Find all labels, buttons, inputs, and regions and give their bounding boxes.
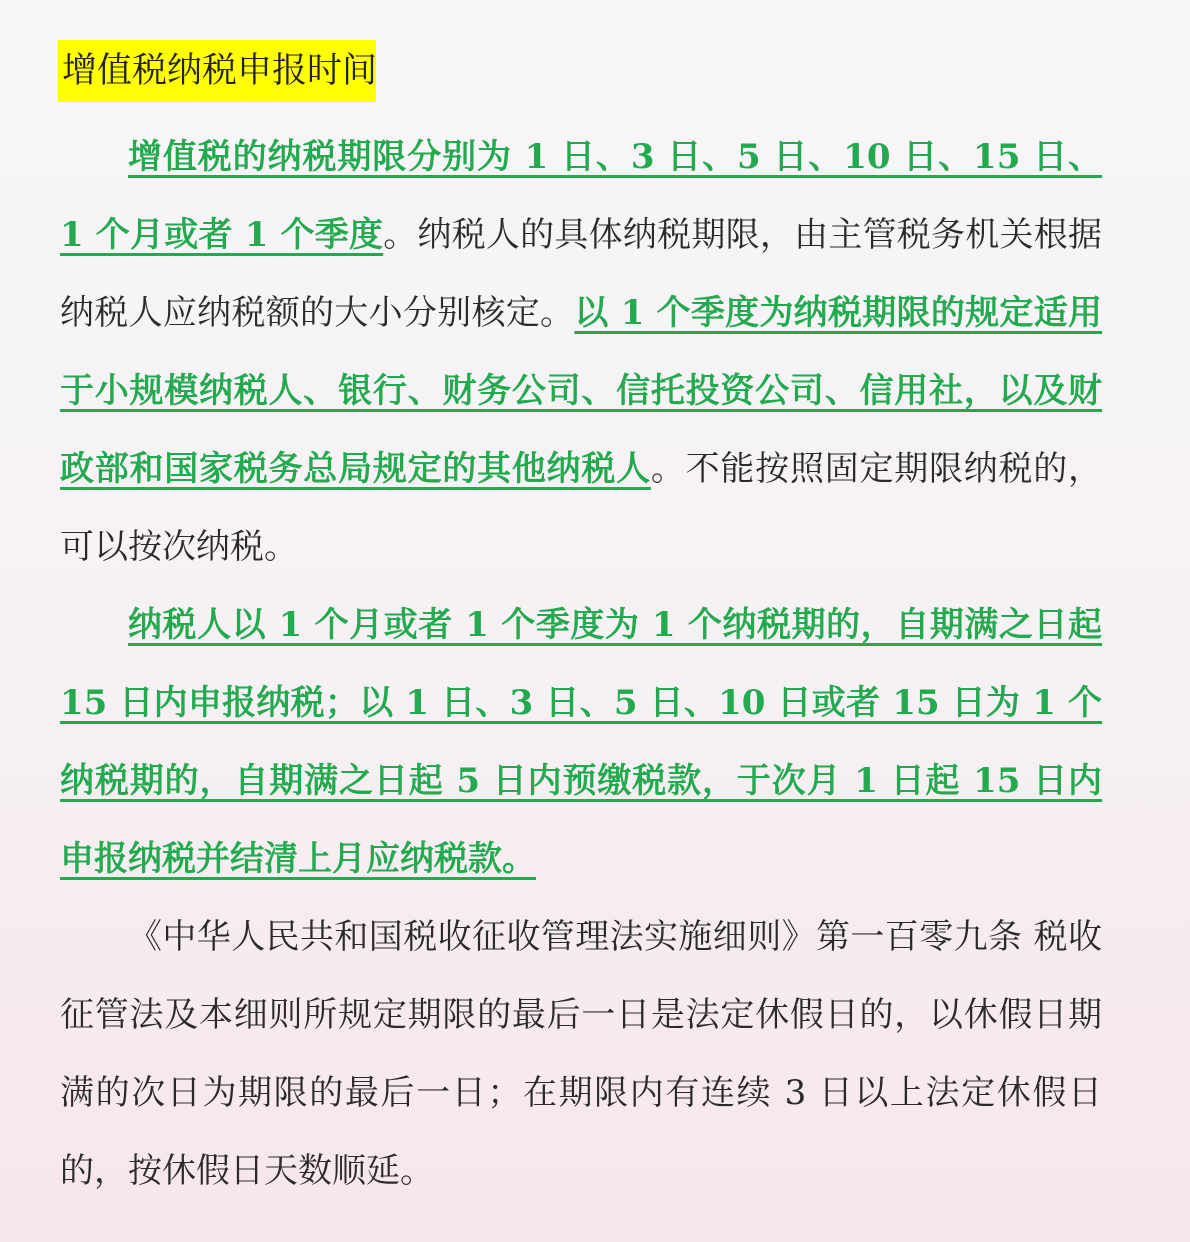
- paragraph-filing-deadlines: [60, 586, 1102, 898]
- highlighted-text: 以 1 个季度为纳税期限的规定适用于小规模纳税人、银行、财务公司、信托投资公司、信用社，以及财政部和国家税务总局规定的其他纳税人: [60, 293, 1102, 489]
- body-text: 《中华人民共和国税收征收管理法实施细则》第一百零九条 税收征管法及本细则所规定期限的最后一日是法定休假日的，以休假日期满的次日为期限的最后一日；在期限内有连续 3 日以上法定休假日的，按休假日天数顺延。: [60, 917, 1102, 1191]
- section-title: 增值税纳税申报时间: [58, 40, 376, 102]
- body-text: 。纳税人的具体纳税期限，由主管税务机关根据纳税人应纳税额的大小分别核定。: [60, 215, 1102, 333]
- paragraph-holiday-extension: [60, 898, 1102, 1210]
- highlighted-text: 增值税的纳税期限分别为 1 日、3 日、5 日、10 日、15 日、1 个月或者 1 个季度: [60, 137, 1102, 255]
- highlighted-text: 纳税人以 1 个月或者 1 个季度为 1 个纳税期的，自期满之日起 15 日内申报纳税；以 1 日、3 日、5 日、10 日或者 15 日为 1 个纳税期的，自期满之日起 5 日内预缴税款，于次月 1 日起 15 日内申报纳税并结清上月应纳税款。: [60, 605, 1102, 879]
- body-text: 。不能按照固定期限纳税的，可以按次纳税。: [60, 449, 1103, 567]
- paragraph-filing-periods: [60, 118, 1102, 586]
